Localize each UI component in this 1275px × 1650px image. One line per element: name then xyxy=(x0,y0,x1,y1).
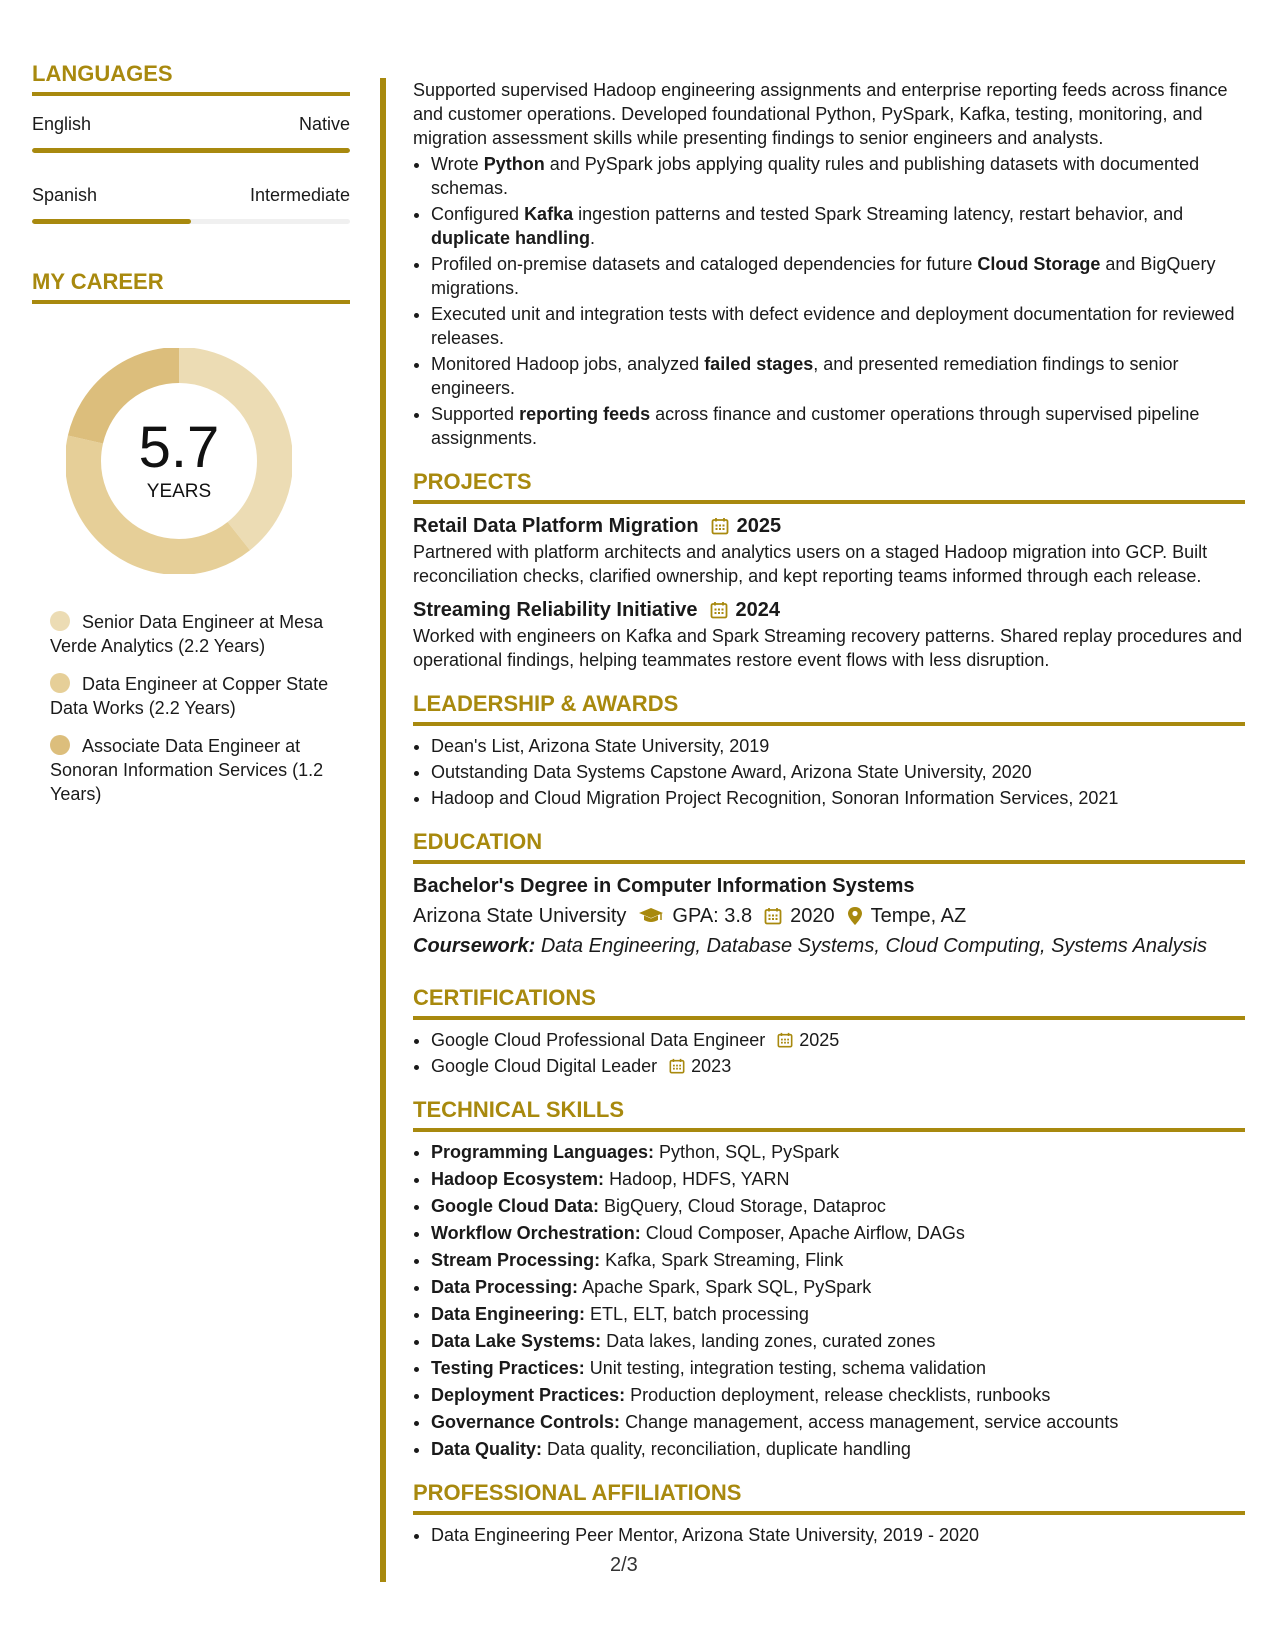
skill-label: Google Cloud Data: xyxy=(431,1196,599,1216)
skills-heading: TECHNICAL SKILLS xyxy=(413,1096,1245,1132)
skills-list xyxy=(413,1140,1245,1461)
calendar-icon xyxy=(669,1058,685,1074)
legend-label: Associate Data Engineer at Sonoran Information Services (1.2 Years) xyxy=(50,736,324,804)
list-item: • Dean's List, Arizona State University, 2019 xyxy=(431,734,1245,758)
list-item: • Hadoop and Cloud Migration Project Recognition, Sonoran Information Services, 2021 xyxy=(431,786,1245,810)
projects-heading: PROJECTS xyxy=(413,468,1245,504)
coursework-label: Coursework: xyxy=(413,935,536,957)
cert-year: 2023 xyxy=(691,1056,732,1076)
list-item xyxy=(431,152,1245,200)
text: Wrote xyxy=(431,154,484,174)
awards-heading: LEADERSHIP & AWARDS xyxy=(413,690,1245,726)
skill-value: Kafka, Spark Streaming, Flink xyxy=(605,1250,844,1270)
career-years-label: YEARS xyxy=(146,481,212,502)
skill-label: Governance Controls: xyxy=(431,1412,621,1432)
page-number: 2/3 xyxy=(610,1554,638,1576)
language-level: Intermediate xyxy=(249,185,350,205)
affiliations-heading: PROFESSIONAL AFFILIATIONS xyxy=(413,1479,1245,1515)
skill-value: Production deployment, release checklists, runbooks xyxy=(630,1385,1051,1405)
list-item xyxy=(431,1167,1245,1191)
calendar-icon xyxy=(710,601,728,619)
career-donut-chart xyxy=(66,348,292,574)
skill-value: Data quality, reconciliation, duplicate handling xyxy=(547,1439,911,1459)
list-item: • Data Engineering Peer Mentor, Arizona State University, 2019 - 2020 xyxy=(431,1523,1245,1547)
certifications-list xyxy=(413,1028,1245,1078)
project-title: Retail Data Platform Migration xyxy=(413,515,699,537)
text-bold: Cloud Storage xyxy=(977,254,1101,274)
list-item xyxy=(431,1383,1245,1407)
list-item: • Outstanding Data Systems Capstone Award, Arizona State University, 2020 xyxy=(431,760,1245,784)
text: ingestion patterns and tested Spark Streaming latency, restart behavior, and xyxy=(573,204,1184,224)
awards-list xyxy=(413,734,1245,810)
calendar-icon xyxy=(764,907,782,925)
language-proficiency-bar xyxy=(32,148,350,153)
language-level: Native xyxy=(298,114,350,134)
legend-dot xyxy=(50,673,70,693)
sidebar xyxy=(32,60,350,820)
list-item xyxy=(431,1410,1245,1434)
project-title: Streaming Reliability Initiative xyxy=(413,599,698,621)
text: . xyxy=(590,228,596,248)
list-item xyxy=(431,1221,1245,1245)
experience-bullets xyxy=(413,152,1245,450)
legend-dot xyxy=(50,735,70,755)
text-bold: failed stages xyxy=(704,354,814,374)
school-location: Tempe, AZ xyxy=(870,905,967,927)
project-year: 2025 xyxy=(736,515,782,537)
list-item xyxy=(431,1356,1245,1380)
list-item xyxy=(431,252,1245,300)
calendar-icon xyxy=(777,1032,793,1048)
language-proficiency-fill xyxy=(32,219,191,224)
skill-value: Apache Spark, Spark SQL, PySpark xyxy=(582,1277,872,1297)
skill-value: Change management, access management, service accounts xyxy=(625,1412,1119,1432)
text-bold: reporting feeds xyxy=(519,404,651,424)
text: Configured xyxy=(431,204,525,224)
list-item xyxy=(431,202,1245,250)
skill-value: ETL, ELT, batch processing xyxy=(590,1304,809,1324)
legend-item xyxy=(50,672,330,720)
list-item xyxy=(431,1302,1245,1326)
text: , and presented remediation findings to senior engineers. xyxy=(431,354,1179,398)
list-item xyxy=(431,1028,1245,1052)
career-heading: MY CAREER xyxy=(32,268,350,304)
list-item xyxy=(431,402,1245,450)
language-proficiency-fill xyxy=(32,148,350,153)
text-bold: Kafka xyxy=(524,204,574,224)
text-bold: duplicate handling xyxy=(431,228,591,248)
legend-label: Data Engineer at Copper State Data Works (2.2 Years) xyxy=(50,674,329,718)
list-item xyxy=(431,1329,1245,1353)
text: Monitored Hadoop jobs, analyzed xyxy=(431,354,705,374)
gpa: GPA: 3.8 xyxy=(672,905,753,927)
skill-value: Python, SQL, PySpark xyxy=(659,1142,840,1162)
skill-value: BigQuery, Cloud Storage, Dataproc xyxy=(604,1196,886,1216)
skill-label: Testing Practices: xyxy=(431,1358,585,1378)
list-item xyxy=(431,302,1245,350)
project-item xyxy=(413,596,1245,672)
coursework xyxy=(413,932,1245,960)
column-divider xyxy=(380,78,386,1582)
list-item xyxy=(431,1140,1245,1164)
experience-summary: Supported supervised Hadoop engineering assignments and enterprise reporting feeds across finance and customer operations. Developed foundational Python, PySpark, Kafka, testing, monitoring, and migration assessment skills while presenting findings to senior engineers and analysts. xyxy=(413,80,1228,148)
main-content xyxy=(413,78,1245,1549)
list-item xyxy=(431,352,1245,400)
graduation-cap-icon xyxy=(638,907,664,925)
calendar-icon xyxy=(711,517,729,535)
project-year: 2024 xyxy=(735,599,781,621)
skill-label: Data Processing: xyxy=(431,1277,579,1297)
cert-name: Google Cloud Digital Leader xyxy=(431,1056,658,1076)
school-name: Arizona State University xyxy=(413,905,627,927)
project-description: Partnered with platform architects and analytics users on a staged Hadoop migration into GCP. Built reconciliation checks, clarified ownership, and kept reporting teams informed through each release. xyxy=(413,542,1208,586)
career-total-years: 5.7 xyxy=(138,415,220,480)
text-bold: Python xyxy=(483,154,545,174)
skill-label: Deployment Practices: xyxy=(431,1385,626,1405)
list-item xyxy=(431,1437,1245,1461)
skill-label: Workflow Orchestration: xyxy=(431,1223,641,1243)
list-item xyxy=(431,1054,1245,1078)
skill-value: Data lakes, landing zones, curated zones xyxy=(606,1331,936,1351)
skill-label: Stream Processing: xyxy=(431,1250,601,1270)
language-spanish xyxy=(32,183,350,224)
legend-item xyxy=(50,610,330,658)
education-details xyxy=(413,902,1245,930)
text: across finance and customer operations through supervised pipeline assignments. xyxy=(431,404,1200,448)
text: and PySpark jobs applying quality rules and publishing datasets with documented schemas. xyxy=(431,154,1200,198)
graduation-year: 2020 xyxy=(790,905,835,927)
list-item xyxy=(431,1248,1245,1272)
text: Executed unit and integration tests with defect evidence and deployment documentation for reviewed releases. xyxy=(431,304,1235,348)
skill-label: Hadoop Ecosystem: xyxy=(431,1169,605,1189)
text: Supported xyxy=(431,404,520,424)
career-legend xyxy=(50,610,330,806)
skill-value: Unit testing, integration testing, schema validation xyxy=(589,1358,986,1378)
certifications-heading: CERTIFICATIONS xyxy=(413,984,1245,1020)
education-heading: EDUCATION xyxy=(413,828,1245,864)
cert-year: 2025 xyxy=(799,1030,840,1050)
skill-label: Programming Languages: xyxy=(431,1142,655,1162)
skill-value: Cloud Composer, Apache Airflow, DAGs xyxy=(645,1223,965,1243)
languages-heading: LANGUAGES xyxy=(32,60,350,96)
legend-item xyxy=(50,734,330,806)
legend-dot xyxy=(50,611,70,631)
project-item xyxy=(413,512,1245,588)
project-description: Worked with engineers on Kafka and Spark Streaming recovery patterns. Shared replay procedures and operational findings, helping teammates restore event flows with less disruption. xyxy=(413,626,1243,670)
language-name: English xyxy=(32,114,92,134)
language-proficiency-bar xyxy=(32,219,350,224)
degree-title: Bachelor's Degree in Computer Information Systems xyxy=(413,875,915,897)
skill-label: Data Quality: xyxy=(431,1439,543,1459)
language-english xyxy=(32,112,350,153)
list-item xyxy=(431,1194,1245,1218)
skill-label: Data Engineering: xyxy=(431,1304,586,1324)
list-item xyxy=(431,1275,1245,1299)
coursework-list: Data Engineering, Database Systems, Cloud Computing, Systems Analysis xyxy=(540,935,1208,957)
skill-value: Hadoop, HDFS, YARN xyxy=(609,1169,790,1189)
location-pin-icon xyxy=(847,906,863,926)
cert-name: Google Cloud Professional Data Engineer xyxy=(431,1030,766,1050)
text: and BigQuery migrations. xyxy=(431,254,1216,298)
text: Profiled on-premise datasets and cataloged dependencies for future xyxy=(431,254,978,274)
skill-label: Data Lake Systems: xyxy=(431,1331,602,1351)
affiliations-list xyxy=(413,1523,1245,1547)
legend-label: Senior Data Engineer at Mesa Verde Analytics (2.2 Years) xyxy=(50,612,324,656)
language-name: Spanish xyxy=(32,185,98,205)
